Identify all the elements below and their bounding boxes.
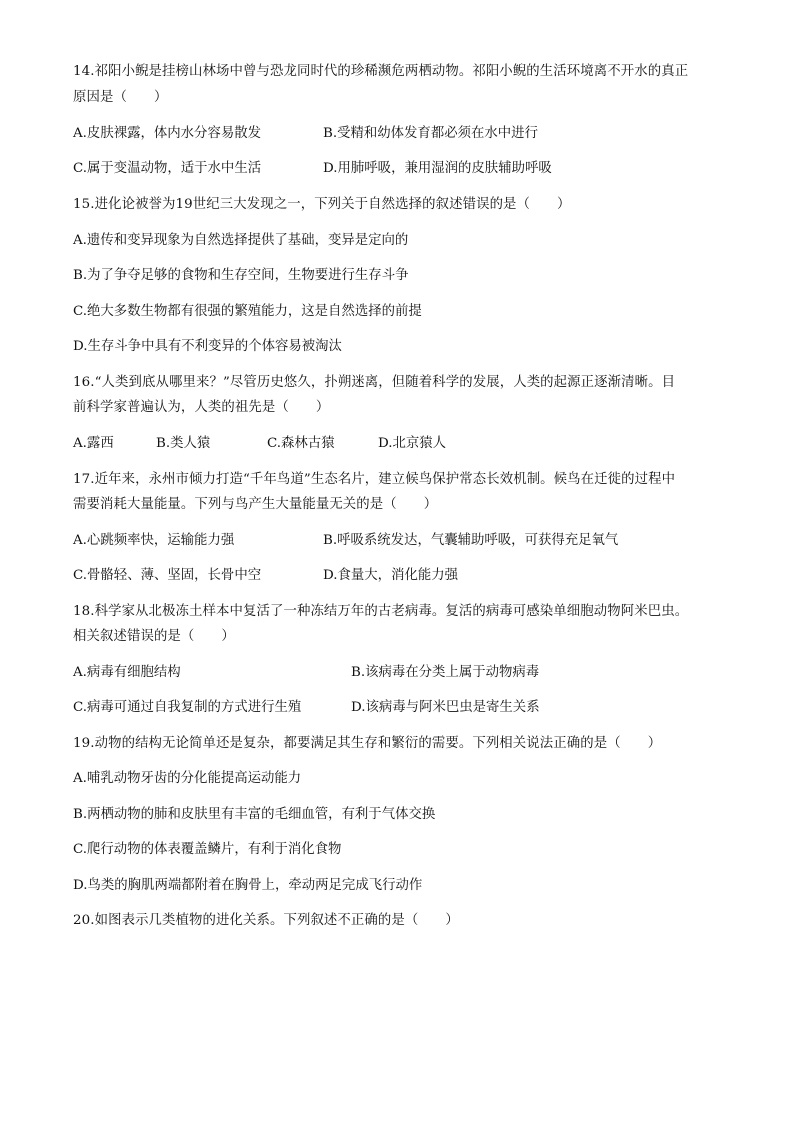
option-d: D.鸟类的胸肌两端都附着在胸骨上，牵动两足完成飞行动作	[73, 878, 423, 893]
option-a: A.病毒有细胞结构	[73, 665, 181, 680]
question-stem-line: 14.祁阳小鲵是挂榜山林场中曾与恐龙同时代的珍稀濒危两栖动物。祁阳小鲵的生活环境离不开水的真正	[73, 64, 689, 79]
question-stem-line: 需要消耗大量能量。下列与鸟产生大量能量无关的是（ ）	[73, 497, 438, 512]
option-d: D.该病毒与阿米巴虫是寄生关系	[351, 700, 540, 715]
question-stem-line: 19.动物的结构无论简单还是复杂，都要满足其生存和繁衍的需要。下列相关说法正确的是（ ）	[73, 736, 662, 751]
option-d: D.生存斗争中具有不利变异的个体容易被淘汰	[73, 339, 342, 354]
option-b: B.该病毒在分类上属于动物病毒	[351, 665, 540, 680]
option-c: C.病毒可通过自我复制的方式进行生殖	[73, 700, 302, 715]
option-a: A.哺乳动物牙齿的分化能提高运动能力	[73, 771, 302, 786]
option-a: A.心跳频率快，运输能力强	[73, 533, 235, 548]
option-b: B.两栖动物的肺和皮肤里有丰富的毛细血管，有利于气体交换	[73, 807, 436, 822]
option-d: D.食量大，消化能力强	[323, 568, 459, 583]
question-stem-line: 前科学家普遍认为，人类的祖先是（ ）	[73, 400, 330, 415]
option-c: C.骨骼轻、薄、坚固，长骨中空	[73, 568, 262, 583]
option-c: C.绝大多数生物都有很强的繁殖能力，这是自然选择的前提	[73, 304, 422, 319]
question-stem-line: 16.“人类到底从哪里来？”尽管历史悠久，扑朔迷离，但随着科学的发展，人类的起源正逐渐清晰。目	[73, 375, 676, 390]
question-stem-line: 20.如图表示几类植物的进化关系。下列叙述不正确的是（ ）	[73, 913, 459, 928]
question-stem-line: 相关叙述错误的是（ ）	[73, 629, 235, 644]
option-c: C.森林古猿	[267, 436, 335, 451]
option-d: D.北京猿人	[378, 436, 447, 451]
option-b: B.为了争夺足够的食物和生存空间，生物要进行生存斗争	[73, 268, 409, 283]
option-a: A.皮肤裸露，体内水分容易散发	[73, 126, 262, 141]
option-a: A.露西	[73, 436, 114, 451]
option-b: B.受精和幼体发育都必须在水中进行	[323, 126, 538, 141]
option-a: A.遗传和变异现象为自然选择提供了基础，变异是定向的	[73, 233, 409, 248]
option-c: C.属于变温动物，适于水中生活	[73, 161, 262, 176]
option-c: C.爬行动物的体表覆盖鳞片，有利于消化食物	[73, 842, 342, 857]
option-b: B.呼吸系统发达，气囊辅助呼吸，可获得充足氧气	[323, 533, 619, 548]
question-stem-line: 15.进化论被誉为19世纪三大发现之一，下列关于自然选择的叙述错误的是（ ）	[73, 197, 571, 212]
option-d: D.用肺呼吸，兼用湿润的皮肤辅助呼吸	[323, 161, 552, 176]
question-stem-line: 原因是（ ）	[73, 90, 168, 105]
question-stem-line: 17.近年来，永州市倾力打造“千年鸟道”生态名片，建立候鸟保护常态长效机制。候鸟在迁徙的过程中	[73, 472, 676, 487]
option-b: B.类人猿	[156, 436, 211, 451]
question-stem-line: 18.科学家从北极冻土样本中复活了一种冻结万年的古老病毒。复活的病毒可感染单细胞动物阿米巴虫。	[73, 604, 689, 619]
